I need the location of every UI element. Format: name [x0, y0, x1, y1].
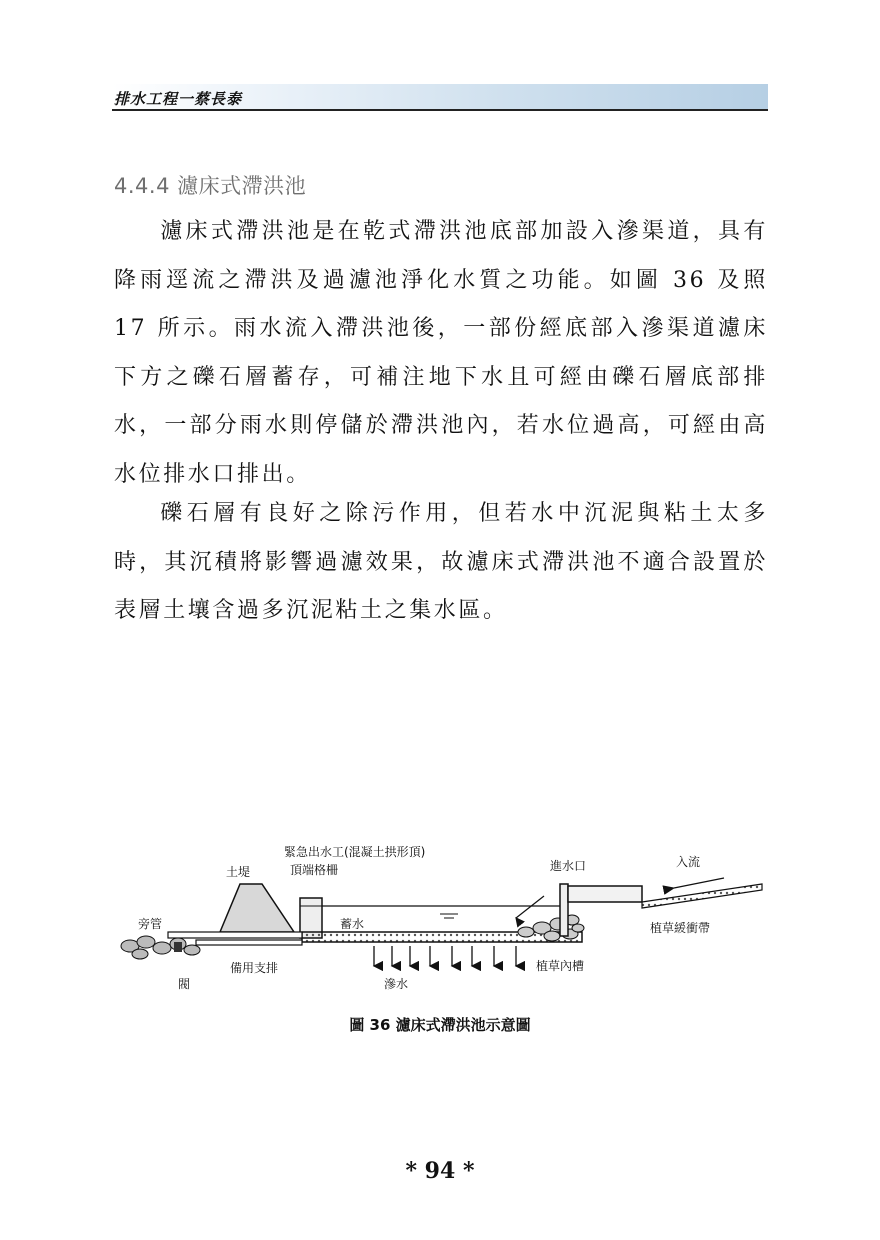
label-standby-drain: 備用支排: [230, 961, 279, 975]
label-top-grate: 頂端格柵: [290, 863, 339, 877]
running-header: [112, 84, 768, 111]
standby-drain-pipe: [196, 940, 302, 945]
label-embankment: 土堤: [226, 865, 251, 879]
inlet-pipe: [568, 886, 642, 902]
vegetated-buffer-strip: [642, 884, 762, 908]
label-inlet: 進水口: [550, 859, 587, 873]
label-emergency-outlet: 緊急出水工(混凝土拱形頂): [284, 845, 426, 859]
running-title: 排水工程一蔡長泰: [114, 90, 243, 108]
label-bypass-pipe: 旁管: [138, 917, 163, 931]
page-number: * 94 *: [405, 1158, 475, 1184]
infiltration-arrows: [374, 946, 516, 966]
label-vegetated-buffer: 植草緩衝帶: [650, 921, 711, 935]
label-storage-water: 蓄水: [340, 917, 365, 931]
valve: [174, 942, 182, 952]
bypass-pipe: [168, 932, 302, 938]
label-vegetated-channel: 植草內槽: [536, 959, 585, 973]
label-infiltration: 滲水: [384, 977, 409, 991]
body-paragraph: 礫石層有良好之除污作用，但若水中沉泥與粘土太多時，其沉積將影響過濾效果，故濾床式滯洪池不適合設置於表層土壤含過多沉泥粘土之集水區。: [114, 501, 768, 624]
label-valve: 閥: [178, 977, 191, 991]
body-paragraph: 濾床式滯洪池是在乾式滯洪池底部加設入滲渠道，具有降雨逕流之滯洪及過濾池淨化水質之功能。如圖 36 及照 17 所示。雨水流入滯洪池後，一部份經底部入滲渠道濾床下方之礫石層蓄存，可補注地下水且可經由礫石層底部排水，一部分雨水則停儲於滯洪池內，若水位過高，可經由高水位排水口排出。: [114, 219, 768, 487]
filter-bed-detention-pond-diagram: [112, 836, 772, 1006]
inlet-structure: [560, 884, 568, 936]
section-heading: 4.4.4 濾床式滯洪池: [114, 174, 307, 198]
riprap-stones: [518, 915, 584, 941]
label-inflow: 入流: [676, 855, 701, 869]
embankment-shape: [220, 884, 294, 932]
outlet-stones: [121, 936, 200, 959]
figure-caption: 圖 36 濾床式滯洪池示意圖: [349, 1016, 531, 1034]
